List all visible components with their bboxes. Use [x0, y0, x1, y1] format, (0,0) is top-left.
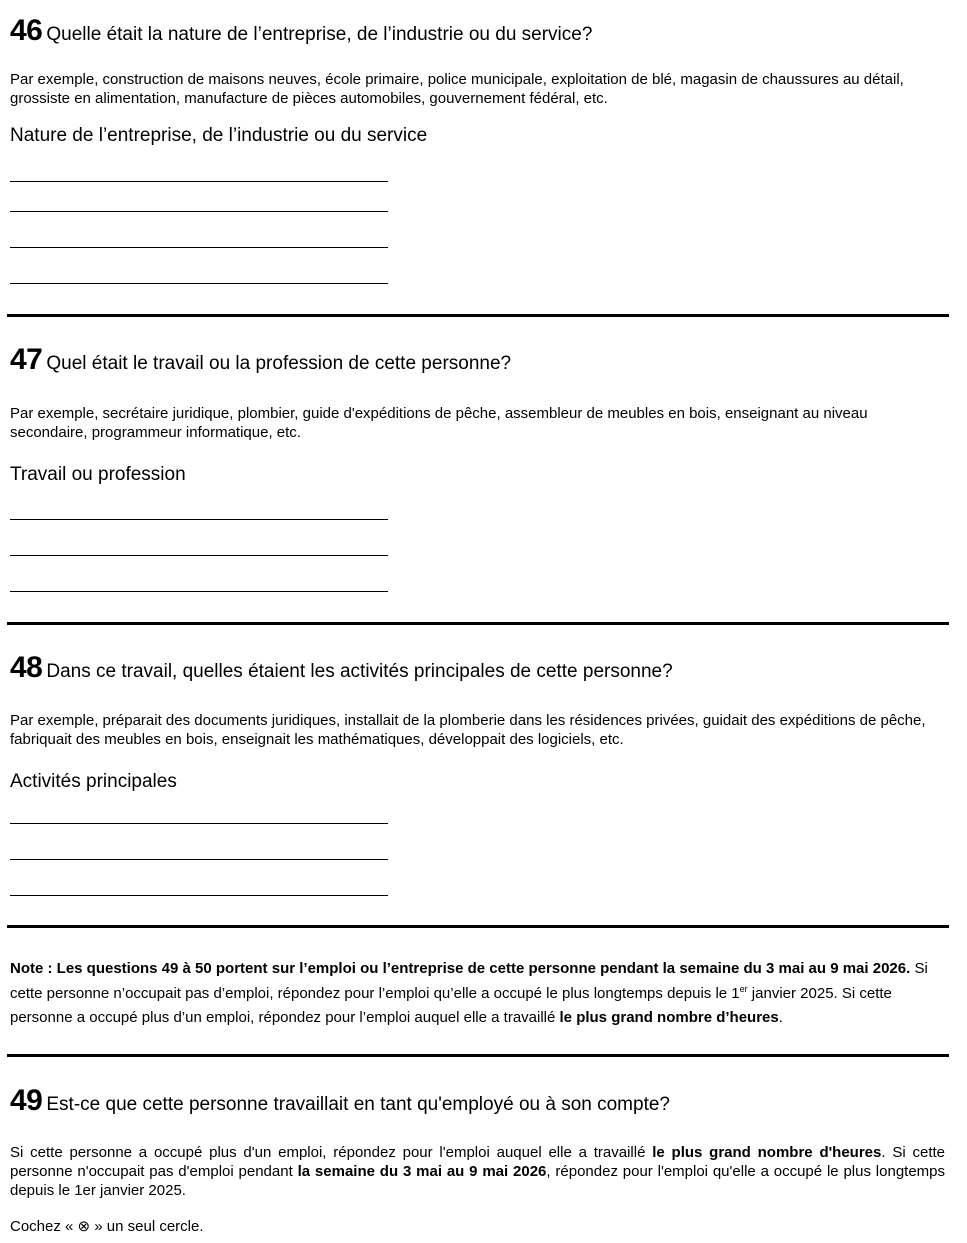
- note-bold-emphasis: le plus grand nombre d’heures: [559, 1009, 779, 1026]
- answer-line[interactable]: [10, 247, 388, 248]
- note-superscript: er: [739, 983, 748, 994]
- question-number: 49: [10, 1084, 43, 1117]
- instruction-bold: la semaine du 3 mai au 9 mai 2026: [297, 1163, 547, 1180]
- instruction-text: . Si cette personne n'occupait pas d'emploi pendant: [10, 1144, 945, 1180]
- note-text: .: [778, 1009, 783, 1026]
- answer-line[interactable]: [10, 591, 388, 592]
- question-46-title: [10, 14, 592, 48]
- answer-line[interactable]: [10, 211, 388, 212]
- question-48-title: [10, 651, 673, 685]
- question-text: Est-ce que cette personne travaillait en tant qu'employé ou à son compte?: [46, 1094, 670, 1115]
- question-number: 46: [10, 14, 43, 47]
- instruction-text: , répondez pour l'emploi qu'elle a occupé le plus longtemps depuis le 1er janvier 2025.: [10, 1163, 946, 1199]
- question-46-field-label: Nature de l’entreprise, de l’industrie ou du service: [10, 125, 428, 146]
- question-49-title: [10, 1084, 670, 1118]
- check-instruction: Cochez « ⊗ » un seul cercle.: [10, 1218, 204, 1235]
- section-divider: [7, 925, 949, 928]
- answer-line[interactable]: [10, 859, 388, 860]
- question-text: Quelle était la nature de l’entreprise, de l’industrie ou du service?: [46, 24, 593, 45]
- question-text: Dans ce travail, quelles étaient les activités principales de cette personne?: [46, 661, 673, 682]
- question-46-example: Par exemple, construction de maisons neuves, école primaire, police municipale, exploitation de blé, magasin de chaussures au détail, grossiste en alimentation, manufacture de pièces automobiles, gouvernement fédéral, etc.: [10, 71, 904, 107]
- instruction-text: Si cette personne a occupé plus d'un emploi, répondez pour l'emploi auquel elle a travaillé: [10, 1144, 653, 1161]
- question-47-field-label: Travail ou profession: [10, 464, 186, 485]
- note-block: [10, 957, 945, 1031]
- answer-line[interactable]: [10, 283, 388, 284]
- answer-line[interactable]: [10, 181, 388, 182]
- answer-line[interactable]: [10, 895, 388, 896]
- section-divider: [7, 1054, 949, 1057]
- question-number: 47: [10, 343, 43, 376]
- question-48-example: Par exemple, préparait des documents juridiques, installait de la plomberie dans les résidences privées, guidait des expéditions de pêche, fabriquait des meubles en bois, enseignait les mathématiques, développait des logiciels, etc.: [10, 712, 926, 748]
- section-divider: [7, 622, 949, 625]
- instruction-bold: le plus grand nombre d'heures: [652, 1144, 882, 1161]
- answer-line[interactable]: [10, 823, 388, 824]
- note-text: Si cette personne n’occupait pas d’emploi, répondez pour l’emploi qu’elle a occupé le plus longtemps depuis le 1: [10, 960, 928, 1002]
- question-number: 48: [10, 651, 43, 684]
- question-48-field-label: Activités principales: [10, 771, 177, 792]
- answer-line[interactable]: [10, 555, 388, 556]
- question-text: Quel était le travail ou la profession de cette personne?: [46, 353, 512, 374]
- question-47-example: Par exemple, secrétaire juridique, plombier, guide d'expéditions de pêche, assembleur de meubles en bois, enseignant au niveau secondaire, programmeur informatique, etc.: [10, 405, 868, 441]
- note-text: janvier 2025. Si cette personne a occupé plus d’un emploi, répondez pour l’emploi auquel elle a travaillé: [10, 984, 892, 1026]
- question-47-title: [10, 343, 511, 377]
- note-bold-intro: Note : Les questions 49 à 50 portent sur l’emploi ou l’entreprise de cette personne pendant la semaine du 3 mai au 9 mai 2026.: [10, 960, 911, 977]
- question-49-instructions: [10, 1143, 945, 1200]
- answer-line[interactable]: [10, 519, 388, 520]
- section-divider: [7, 314, 949, 317]
